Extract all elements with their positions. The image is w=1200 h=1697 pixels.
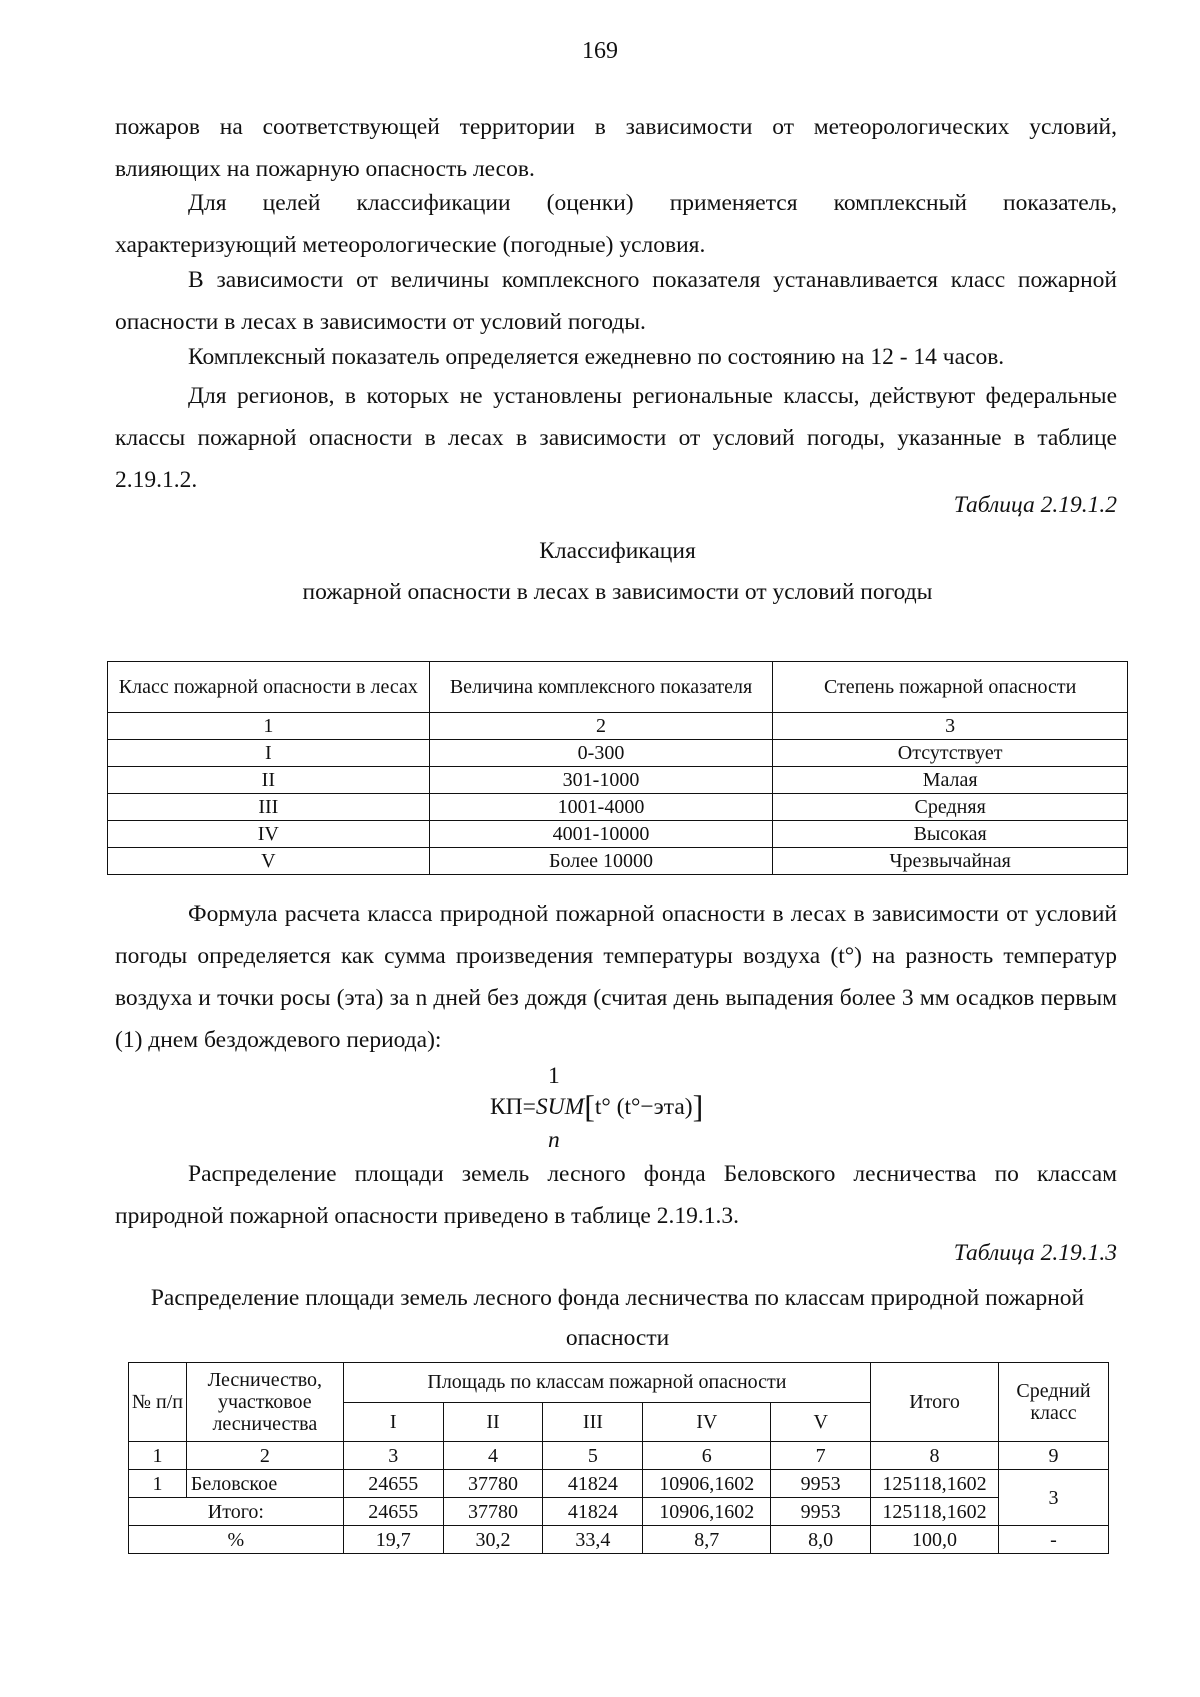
table-cell: III <box>108 794 430 821</box>
paragraph-distribution: Распределение площади земель лесного фонда Беловского лесничества по классам природной пожарной опасности приведено в таблице 2.19.1.3. <box>115 1161 1117 1229</box>
avg-class-cell: 3 <box>999 1470 1109 1526</box>
table-cell: IV <box>108 821 430 848</box>
table-cell: 33,4 <box>543 1526 643 1554</box>
table-cell: 19,7 <box>343 1526 443 1554</box>
table-row <box>108 740 1128 767</box>
table-row <box>108 848 1128 875</box>
paragraph-intro: пожаров на соответствующей территории в зависимости от метеорологических условий, влияющих на пожарную опасность лесов. <box>115 114 1117 182</box>
table-cell: 8,7 <box>643 1526 771 1554</box>
row-num: 1 <box>129 1470 187 1498</box>
formula-body: t° (t°−эта) <box>594 1094 693 1120</box>
table-cell: 9953 <box>771 1498 871 1526</box>
table-cell: 41824 <box>543 1498 643 1526</box>
header-forestry: Лесничество, участковое лесничества <box>186 1363 343 1442</box>
table2-title-cont: опасности <box>565 1325 670 1351</box>
fire-class-table <box>107 661 1128 875</box>
row-pct-label: % <box>129 1526 344 1554</box>
table-cell: Отсутствует <box>773 740 1128 767</box>
header-num: № п/п <box>129 1363 187 1442</box>
table-cell: 41824 <box>543 1470 643 1498</box>
paragraph-classification: Для целей классификации (оценки) применяется комплексный показатель, характеризующий метеорологические (погодные) условия. <box>115 190 1117 258</box>
table-cell: 37780 <box>443 1498 543 1526</box>
number-cell: 2 <box>429 713 773 740</box>
table-cell: 100,0 <box>871 1526 999 1554</box>
header-cell: Класс пожарной опасности в лесах <box>108 662 430 713</box>
table-cell: 1001-4000 <box>429 794 773 821</box>
header-class: II <box>443 1402 543 1442</box>
table-row <box>129 1498 1109 1526</box>
number-cell: 1 <box>129 1442 187 1470</box>
table-cell: 9953 <box>771 1470 871 1498</box>
formula-sum: SUM <box>535 1094 585 1120</box>
table-cell: 24655 <box>343 1470 443 1498</box>
paragraph-daily: Комплексный показатель определяется ежедневно по состоянию на 12 - 14 часов. <box>188 344 1005 370</box>
table-number-row <box>108 713 1128 740</box>
number-cell: 9 <box>999 1442 1109 1470</box>
formula-upper-limit: 1 <box>548 1063 560 1089</box>
table-cell: Средняя <box>773 794 1128 821</box>
table-row <box>108 794 1128 821</box>
table-cell: II <box>108 767 430 794</box>
table1-subtitle: пожарной опасности в лесах в зависимости от условий погоды <box>302 579 933 605</box>
page-number: 169 <box>582 38 618 64</box>
row-forestry-name: Беловское <box>186 1470 343 1498</box>
table-cell: 10906,1602 <box>643 1498 771 1526</box>
area-distribution-table <box>128 1362 1109 1554</box>
table-cell: 10906,1602 <box>643 1470 771 1498</box>
table-cell: Чрезвычайная <box>773 848 1128 875</box>
table-cell: 24655 <box>343 1498 443 1526</box>
table-header-row <box>108 662 1128 713</box>
table2-caption: Таблица 2.19.1.3 <box>953 1240 1117 1266</box>
number-cell: 4 <box>443 1442 543 1470</box>
table1-caption: Таблица 2.19.1.2 <box>953 492 1117 518</box>
number-cell: 7 <box>771 1442 871 1470</box>
table-cell: Малая <box>773 767 1128 794</box>
table-cell: 125118,1602 <box>871 1498 999 1526</box>
formula-eq: = <box>522 1094 536 1120</box>
formula-main <box>490 1088 704 1124</box>
number-cell: 1 <box>108 713 430 740</box>
header-cell: Степень пожарной опасности <box>773 662 1128 713</box>
paragraph-regions: Для регионов, в которых не установлены региональные классы, действуют федеральные классы пожарной опасности в лесах в зависимости от условий погоды, указанные в таблице 2.19.1.2. <box>115 383 1117 493</box>
table-header-row <box>129 1363 1109 1403</box>
table-cell: 8,0 <box>771 1526 871 1554</box>
number-cell: 8 <box>871 1442 999 1470</box>
table-cell: 125118,1602 <box>871 1470 999 1498</box>
number-cell: 3 <box>343 1442 443 1470</box>
table-row <box>129 1526 1109 1554</box>
table-cell: 4001-10000 <box>429 821 773 848</box>
table-cell: 301-1000 <box>429 767 773 794</box>
table-cell: I <box>108 740 430 767</box>
header-cell: Величина комплексного показателя <box>429 662 773 713</box>
number-cell: 6 <box>643 1442 771 1470</box>
paragraph-dependency: В зависимости от величины комплексного показателя устанавливается класс пожарной опасности в лесах в зависимости от условий погоды. <box>115 267 1117 335</box>
table1-title: Классификация <box>539 538 696 564</box>
formula-lower-limit: n <box>548 1127 560 1153</box>
header-avg-class: Средний класс <box>999 1363 1109 1442</box>
formula-bracket-open: [ <box>584 1088 595 1124</box>
header-class: I <box>343 1402 443 1442</box>
row-total-label: Итого: <box>129 1498 344 1526</box>
formula-lhs: КП <box>490 1094 523 1120</box>
number-cell: 3 <box>773 713 1128 740</box>
number-cell: 2 <box>186 1442 343 1470</box>
table-number-row <box>129 1442 1109 1470</box>
table-row <box>129 1470 1109 1498</box>
table-row <box>108 767 1128 794</box>
table-cell: Высокая <box>773 821 1128 848</box>
table-cell: V <box>108 848 430 875</box>
header-class: III <box>543 1402 643 1442</box>
table-cell: 37780 <box>443 1470 543 1498</box>
table-cell: 0-300 <box>429 740 773 767</box>
number-cell: 5 <box>543 1442 643 1470</box>
table-row <box>108 821 1128 848</box>
table2-title: Распределение площади земель лесного фонда лесничества по классам природной пожарной <box>150 1285 1085 1311</box>
table-cell: 30,2 <box>443 1526 543 1554</box>
header-class: V <box>771 1402 871 1442</box>
table-cell: Более 10000 <box>429 848 773 875</box>
table-cell: - <box>999 1526 1109 1554</box>
header-area: Площадь по классам пожарной опасности <box>343 1363 870 1403</box>
paragraph-formula-description: Формула расчета класса природной пожарной опасности в лесах в зависимости от условий погоды определяется как сумма произведения температуры воздуха (t°) на разность температур воздуха и точки росы (эта) за n дней без дождя (считая день выпадения более 3 мм осадков первым (1) днем бездождевого периода): <box>115 901 1117 1053</box>
header-class: IV <box>643 1402 771 1442</box>
header-total: Итого <box>871 1363 999 1442</box>
formula-bracket-close: ] <box>692 1088 704 1124</box>
